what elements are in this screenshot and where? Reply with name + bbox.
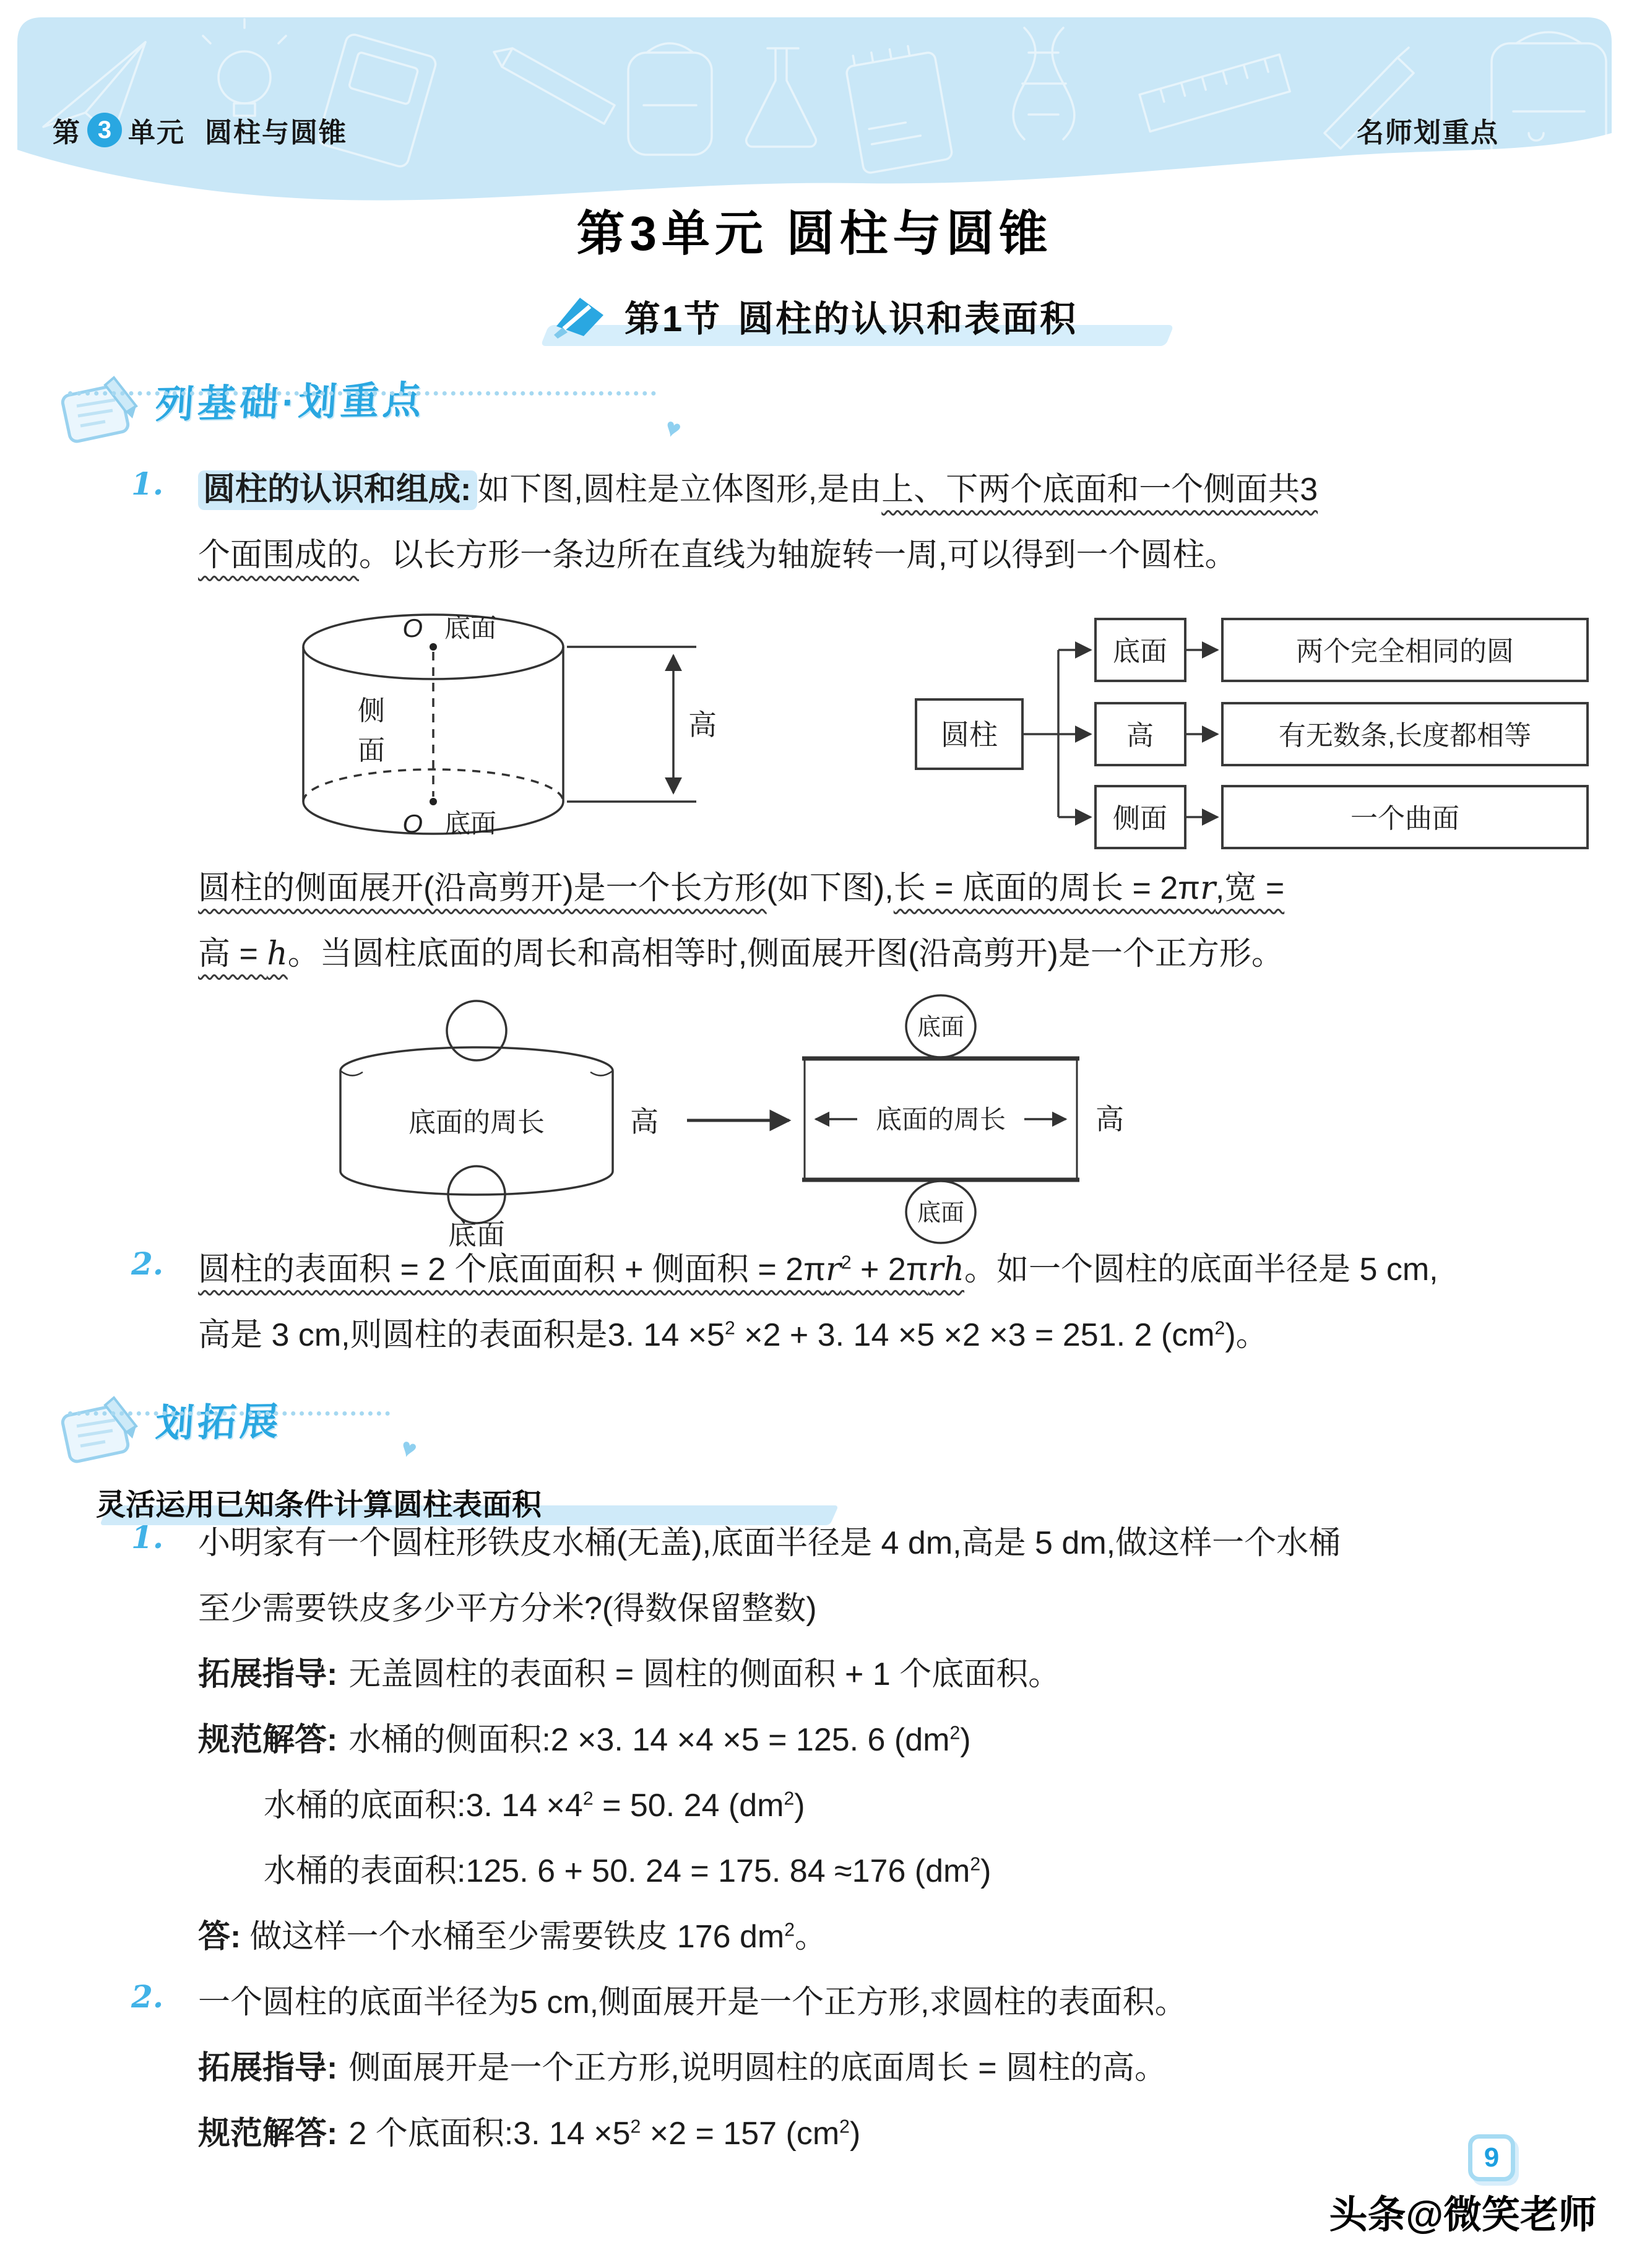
heart-icon: ♥ <box>661 412 685 444</box>
header-unit-prefix: 第 <box>53 118 81 148</box>
unroll-key-2b: ,宽 = <box>1215 870 1285 906</box>
left-circumference-label: 底面的周长 <box>408 1107 545 1138</box>
item2-var-r: r <box>825 1251 841 1288</box>
ext1-calc1-b: ) <box>960 1722 971 1758</box>
ext1-answer-line <box>198 1910 827 1957</box>
header-unit-title: 圆柱与圆锥 <box>205 118 347 148</box>
item2-sup-2: 2 <box>724 1318 735 1339</box>
ext1-solve-line2 <box>264 1779 805 1825</box>
item1-line2 <box>198 529 1237 575</box>
ext1-calc3-a: 水桶的表面积:125. 6 + 50. 24 = 175. 84 ≈176 (dm <box>264 1853 970 1889</box>
header-right-label: 名师划重点 <box>1357 118 1499 148</box>
basics-header-label: 列基础·划重点 <box>153 379 426 426</box>
item2-rest1: 。如一个圆柱的底面半径是 5 cm, <box>964 1252 1438 1288</box>
page-number-badge: 9 <box>1468 2134 1515 2181</box>
unroll-key-2 <box>894 870 1284 906</box>
ext1-solve-line1 <box>198 1713 971 1760</box>
unroll-key-3a: 高 = <box>198 936 267 972</box>
ext2-solve-line1 <box>198 2107 860 2153</box>
header-band-shape <box>17 17 1612 201</box>
ext1-sup-1: 2 <box>949 1723 961 1744</box>
item2-number: 2. <box>131 1245 164 1282</box>
cylinder-bottom-base-label: 底面 <box>444 809 497 838</box>
ext1-sup-4: 2 <box>970 1854 981 1875</box>
left-base-label: 底面 <box>448 1218 505 1250</box>
guide-label: 拓展指导: <box>198 1656 338 1692</box>
item1-rest: 。以长方形一条边所在直线为轴旋转一周,可以得到一个圆柱。 <box>359 537 1237 573</box>
extension-subhead-text: 灵活运用已知条件计算圆柱表面积 <box>96 1489 542 1521</box>
ext1-sup-2: 2 <box>582 1788 594 1809</box>
flowchart-key-2: 高 <box>1126 721 1154 751</box>
header-left <box>53 111 347 149</box>
item1-term: 圆柱的认识和组成: <box>198 470 477 510</box>
ext1-answer-a: 做这样一个水桶至少需要铁皮 176 dm <box>249 1919 785 1955</box>
notepad-pencil-icon <box>54 1392 147 1466</box>
item2-calc-a: 高是 3 cm,则圆柱的表面积是3. 14 ×5 <box>198 1317 725 1353</box>
unroll-key-3 <box>198 936 288 972</box>
ext2-sup-2: 2 <box>839 2116 850 2137</box>
item2-sup-3: 2 <box>1214 1318 1225 1339</box>
ext2-calc1-b: ×2 = 157 (cm <box>641 2116 840 2152</box>
cylinder-top-center-label: O <box>402 613 423 643</box>
item2-formula <box>198 1252 964 1288</box>
heart-icon: ♥ <box>397 1432 421 1465</box>
flowchart-value-2: 有无数条,长度都相等 <box>1278 721 1532 751</box>
cylinder-height-label: 高 <box>688 709 717 741</box>
var-h: h <box>267 935 288 972</box>
watermark: 头条@微笑老师 <box>1329 2194 1597 2236</box>
cylinder-side-label-1: 侧 <box>358 696 385 726</box>
section-number: 第1节 <box>624 299 722 339</box>
ext2-calc1-a: 2 个底面积:3. 14 ×5 <box>348 2116 631 2152</box>
ext1-line2: 至少需要铁皮多少平方分米?(得数保留整数) <box>198 1591 817 1627</box>
header-band <box>0 0 1629 217</box>
right-top-base-label: 底面 <box>917 1015 965 1041</box>
extension-header <box>54 1392 282 1466</box>
basics-header <box>54 371 425 446</box>
section-title <box>0 290 1629 342</box>
ext1-sup-5: 2 <box>784 1920 795 1941</box>
page-title: 第3单元 圆柱与圆锥 <box>576 206 1053 261</box>
ext1-calc2-a: 水桶的底面积:3. 14 ×4 <box>264 1788 583 1824</box>
right-bottom-base-label: 底面 <box>917 1200 965 1226</box>
cylinder-bottom-center-label: O <box>402 809 423 838</box>
ext1-sup-3: 2 <box>784 1788 795 1809</box>
item2-line2 <box>198 1309 1268 1355</box>
unroll-paragraph-line2 <box>198 927 1284 974</box>
notepad-pencil-icon <box>54 371 147 446</box>
ext1-calc3-b: ) <box>980 1853 992 1889</box>
cylinder-top-base-label: 底面 <box>444 613 497 643</box>
item1-line1 <box>198 463 1318 509</box>
var-r: r <box>1200 870 1216 907</box>
ext2-line1: 一个圆柱的底面半径为5 cm,侧面展开是一个正方形,求圆柱的表面积。 <box>198 1984 1187 2020</box>
flowchart-value-3: 一个曲面 <box>1350 803 1459 834</box>
ext1-line1: 小明家有一个圆柱形铁皮水桶(无盖),底面半径是 4 dm,高是 5 dm,做这样一个水桶 <box>198 1525 1341 1561</box>
item1-key-phrase-2: 个面围成的 <box>198 537 360 573</box>
ext2-guide-line <box>198 2041 1167 2088</box>
solve-label: 规范解答: <box>198 2116 338 2152</box>
extension-header-underline <box>68 1411 390 1416</box>
item1-number: 1. <box>131 465 164 502</box>
ext1-calc1-a: 水桶的侧面积:2 ×3. 14 ×4 ×5 = 125. 6 (dm <box>348 1722 950 1758</box>
answer-label: 答: <box>198 1919 241 1955</box>
flowchart-value-1: 两个完全相同的圆 <box>1296 636 1514 667</box>
ext1-solve-line3 <box>264 1845 991 1891</box>
ext2-sup-1: 2 <box>630 2116 641 2137</box>
item2-var-rh: rh <box>928 1251 965 1288</box>
extension-subhead <box>96 1481 542 1523</box>
cylinder-top-center-dot <box>430 643 437 651</box>
ext1-calc2-c: ) <box>794 1788 805 1824</box>
ext1-calc2-b: = 50. 24 (dm <box>593 1788 784 1824</box>
ext1-guide-text: 无盖圆柱的表面积 = 圆柱的侧面积 + 1 个底面积。 <box>348 1656 1061 1692</box>
item2-calc-b: ×2 + 3. 14 ×5 ×2 ×3 = 251. 2 (cm <box>735 1317 1215 1353</box>
unroll-key-1: 圆柱的侧面展开(沿高剪开)是一个长方形 <box>198 870 767 906</box>
item2-sup-1: 2 <box>840 1252 852 1273</box>
unroll-mid-1: (如下图), <box>766 870 894 906</box>
right-circumference-label: 底面的周长 <box>875 1105 1006 1134</box>
flowchart-root-label: 圆柱 <box>941 719 998 751</box>
item2-formula-a: 圆柱的表面积 = 2 个底面面积 + 侧面积 = 2π <box>198 1252 826 1288</box>
unroll-rest: 。当圆柱底面的周长和高相等时,侧面展开图(沿高剪开)是一个正方形。 <box>287 936 1284 972</box>
flowchart-key-1: 底面 <box>1113 636 1167 667</box>
unrolled-surface-diagram <box>266 990 1343 1250</box>
unroll-key-2a: 长 = 底面的周长 = 2π <box>893 870 1201 906</box>
right-height-label: 高 <box>1095 1103 1124 1135</box>
left-height-label: 高 <box>630 1106 659 1138</box>
solve-label: 规范解答: <box>198 1722 338 1758</box>
ext2-number: 2. <box>131 1978 164 2015</box>
header-unit-suffix: 单元 <box>128 118 185 148</box>
cylinder-bottom-center-dot <box>430 798 437 805</box>
basics-header-underline <box>68 391 656 396</box>
item2-formula-b: + 2π <box>851 1252 928 1288</box>
section-flag-icon <box>551 292 608 340</box>
item1-key-phrase-1: 上、下两个底面和一个侧面共3 <box>881 472 1318 508</box>
flowchart-key-3: 侧面 <box>1113 803 1167 834</box>
ext2-calc1-c: ) <box>849 2116 861 2152</box>
item2-calc-c: )。 <box>1225 1317 1268 1353</box>
item1-lead: 如下图,圆柱是立体图形,是由 <box>477 472 882 508</box>
section-name: 圆柱的认识和表面积 <box>738 299 1078 339</box>
ext1-number: 1. <box>131 1519 164 1556</box>
ext2-guide-text: 侧面展开是一个正方形,说明圆柱的底面周长 = 圆柱的高。 <box>348 2050 1167 2086</box>
cylinder-and-flowchart-diagram <box>149 591 1609 863</box>
cylinder-side-label-2: 面 <box>358 735 385 766</box>
item2-line1 <box>198 1243 1438 1289</box>
extension-header-label: 划拓展 <box>154 1400 284 1445</box>
ext1-answer-b: 。 <box>795 1919 827 1955</box>
unroll-paragraph-line1 <box>198 862 1284 908</box>
ext1-guide-line <box>198 1648 1060 1694</box>
unit-number-badge: 3 <box>87 113 122 147</box>
guide-label: 拓展指导: <box>198 2050 338 2086</box>
